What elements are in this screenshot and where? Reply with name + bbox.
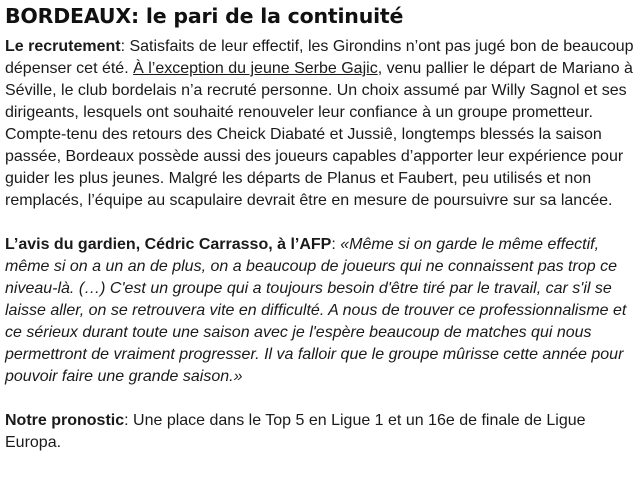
forecast-label: Notre pronostic — [5, 412, 125, 429]
recruitment-paragraph — [5, 36, 635, 212]
recruitment-text-intro: Satisfaits de leur effectif, les Girondins n’ont pas jugé bon de beaucoup dépenser cet été. — [5, 38, 634, 77]
goalkeeper-paragraph — [5, 234, 635, 388]
forecast-paragraph — [5, 410, 635, 454]
goalkeeper-label: L’avis du gardien, Cédric Carrasso, à l’AFP — [5, 236, 332, 253]
article-title: BORDEAUX: le pari de la continuité — [5, 4, 404, 28]
recruitment-label: Le recrutement — [5, 38, 121, 55]
forecast-separator: : — [124, 412, 134, 429]
recruitment-separator: : — [120, 38, 130, 55]
goalkeeper-quote: «Même si on garde le même effectif, même si on a un an de plus, on a beaucoup de joueurs qui ne connaissent pas trop ce niveau-là. (…) C'est un groupe qui a toujours besoin d'être tiré par le travail, car s'il se laisse aller, on se retrouvera vite en difficulté. A nous de trouver ce professionnalisme et ce sérieux durant toute une saison avec je l'espère beaucoup de matches qui nous permettront de vraiment progresser. Il va falloir que le groupe mûrisse cette année pour pouvoir faire une grande saison.» — [5, 236, 627, 385]
goalkeeper-separator: : — [331, 236, 341, 253]
recruitment-text-body: , venu pallier le départ de Mariano à Séville, le club bordelais n’a recruté personne. Un choix assumé par Willy Sagnol et ses dirigeants, lesquels ont souhaité renouveler leur confiance à un groupe prometteur. Compte-tenu des retours des Cheick Diabaté et Jussiê, longtemps blessés la saison passée, Bordeaux possède aussi des joueurs capables d’apporter leur expérience pour guider les plus jeunes. Malgré les départs de Planus et Faubert, peu utilisés et non remplacés, l’équipe au scapulaire devrait être en mesure de poursuivre sur sa lancée. — [5, 60, 633, 209]
gajic-link[interactable]: À l’exception du jeune Serbe Gajic — [133, 60, 378, 77]
forecast-text: Une place dans le Top 5 en Ligue 1 et un 16e de finale de Ligue Europa. — [5, 412, 586, 451]
article — [5, 0, 635, 476]
